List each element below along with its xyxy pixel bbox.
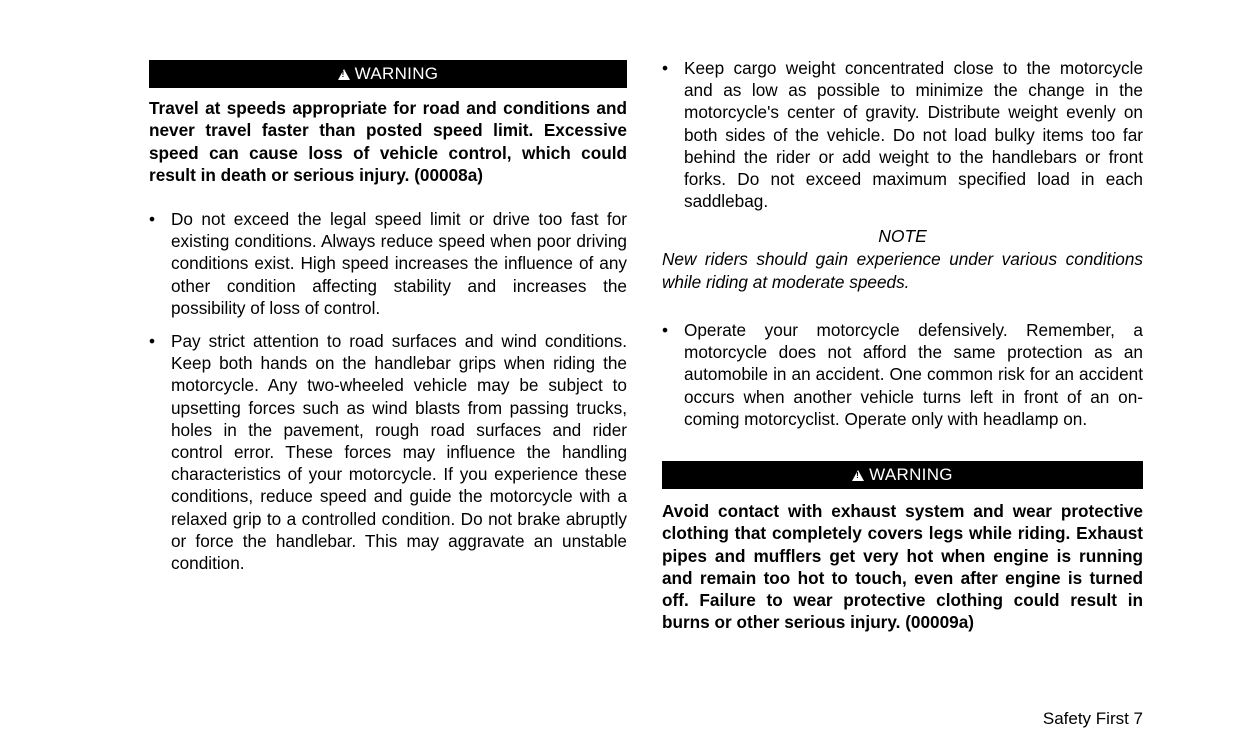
warning-text: Avoid contact with exhaust system and wear protective clothing that completely covers legs while riding. Exhaust pipes and mufflers get very hot when engine is running and remain too hot to touch, even after engine is turned off. Failure to wear protective clothing could result in burns or other serious injury. (00009a) <box>662 501 1143 633</box>
note-heading: NOTE <box>878 226 927 246</box>
warning-banner-label: WARNING <box>354 64 439 83</box>
list-item <box>149 330 627 574</box>
warning-banner <box>149 60 627 88</box>
warning-triangle-icon <box>852 470 864 481</box>
warning-banner-label: WARNING <box>869 465 953 484</box>
bullet-icon: • <box>149 331 156 351</box>
warning-triangle-icon <box>338 69 350 80</box>
list-item <box>662 57 1143 212</box>
note-text: New riders should gain experience under various conditions while riding at moderate speeds. <box>662 249 1143 292</box>
page-footer: Safety First 7 <box>1042 709 1143 728</box>
warning-text: Travel at speeds appropriate for road and conditions and never travel faster than posted speed limit. Excessive speed can cause loss of vehicle control, which could result in death or serious injury. (00008a) <box>149 98 627 185</box>
list-item-text: Operate your motorcycle defensively. Remember, a motorcycle does not afford the same protection as an automobile in an accident. One common risk for an accident occurs when another vehicle turns left in front of an on-coming motorcyclist. Operate only with headlamp on. <box>684 320 1143 429</box>
warning-banner <box>662 461 1143 489</box>
bullet-icon: • <box>662 58 669 78</box>
bullet-icon: • <box>149 209 156 229</box>
list-item-text: Pay strict attention to road surfaces and wind conditions. Keep both hands on the handlebar grips when riding the motorcycle. Any two-wheeled vehicle may be subject to upsetting forces such as wind blasts from passing trucks, holes in the pavement, rough road surfaces and rider control error. These forces may influence the handling characteristics of your motorcycle. If you experience these conditions, reduce speed and guide the motorcycle with a relaxed grip to a controlled condition. Do not brake abruptly or force the handlebar. This may aggravate an unstable condition. <box>171 331 627 574</box>
list-item <box>662 319 1143 430</box>
list-item-text: Do not exceed the legal speed limit or drive too fast for existing conditions. Always reduce speed when poor driving conditions exist. High speed increases the influence of any other condition affecting stability and increases the possibility of loss of control. <box>171 209 627 318</box>
list-item <box>149 208 627 319</box>
bullet-icon: • <box>662 320 669 340</box>
list-item-text: Keep cargo weight concentrated close to the motorcycle and as low as possible to minimize the change in the motorcycle's center of gravity. Distribute weight evenly on both sides of the vehicle. Do not load bulky items too far behind the rider or add weight to the handlebars or front forks. Do not exceed maximum specified load in each saddlebag. <box>684 58 1143 212</box>
